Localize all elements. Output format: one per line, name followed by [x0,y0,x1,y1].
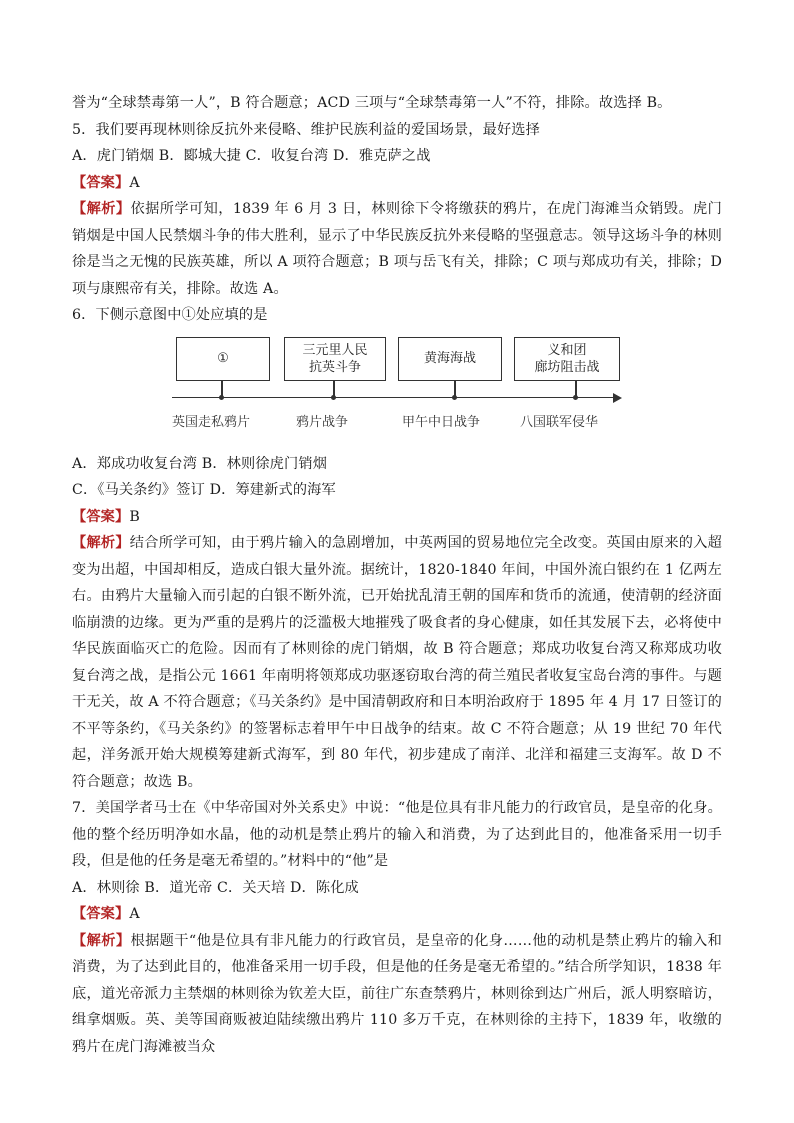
q5-analysis [72,196,722,302]
q6-answer-value: B [129,508,140,525]
document-page [72,90,722,1060]
q6-analysis-text: 结合所学可知，由于鸦片输入的急剧增加，中英两国的贸易地位完全改变。英国由原来的入超变为出超，中国却相反，造成白银大量外流。据统计，1820-1840 年间，中国外流白银约在 1 亿两左右。由鸦片大量输入而引起的白银不断外流，已开始扰乱清王朝的国库和货币的流通，使清朝的经济面临崩溃的边缘。更为严重的是鸦片的泛滥极大地摧残了吸食者的身心健康，如任其发展下去，必将使中华民族面临灭亡的危险。因而有了林则徐的虎门销烟，故 B 符合题意；郑成功收复台湾又称郑成功收复台湾之战，是指公元 1661 年南明将领郑成功驱逐窃取台湾的荷兰殖民者收复宝岛台湾的事件。与题干无关，故 A 不符合题意；《马关条约》是中国清朝政府和日本明治政府于 1895 年 4 月 17 日签订的不平等条约，《马关条约》的签署标志着甲午中日战争的结束。故 C 不符合题意；从 19 世纪 70 年代起，洋务派开始大规模筹建新式海军，到 80 年代，初步建成了南洋、北洋和福建三支海军。故 D 不符合题意；故选 B。 [72,535,722,790]
q5-analysis-text: 依据所学可知，1839 年 6 月 3 日，林则徐下令将缴获的鸦片，在虎门海滩当众销毁。虎门销烟是中国人民禁烟斗争的伟大胜利，显示了中华民族反抗外来侵略的坚强意志。领导这场斗争的林则徐是当之无愧的民族英雄，所以 A 项符合题意；B 项与岳飞有关，排除；C 项与郑成功有关，排除；D 项与康熙帝有关，排除。故选 A。 [72,201,722,297]
timeline-label: 鸦片战争 [296,414,349,430]
box-line: 三元里人民 [302,342,368,358]
q7-answer-value: A [129,906,140,922]
timeline-label: 八国联军侵华 [520,414,599,430]
answer-tag: 【答案】 [72,906,130,922]
timeline-label: 英国走私鸦片 [172,414,251,430]
timeline-box [176,337,270,381]
timeline-node [573,395,578,400]
q5-options: A．虎门销烟 B．郾城大捷 C．收复台湾 D．雅克萨之战 [72,148,431,164]
q6-options-line2: C．《马关条约》签订 D．筹建新式的海军 [72,482,336,498]
box-line: 廊坊阻击战 [534,359,600,375]
q6-answer [72,504,722,531]
timeline-node [331,395,336,400]
q7-options: A．林则徐 B．道光帝 C．关天培 D．陈化成 [72,879,359,896]
timeline-label: 甲午中日战争 [402,414,481,430]
timeline-arrow-icon [613,393,622,403]
box-line: 义和团 [547,342,587,358]
timeline-diagram [72,335,722,447]
box-line: 抗英斗争 [308,359,361,375]
analysis-tag: 【解析】 [72,535,130,551]
q7-question: 7．美国学者马士在《中华帝国对外关系史》中说：“他是位具有非凡能力的行政官员，是皇帝的化身。他的整个经历明净如水晶，他的动机是禁止鸦片的输入和消费，为了达到此目的，他准备采用一切手段，但是他的任务是毫无希望的。”材料中的“他”是 [72,800,722,869]
q7-analysis [72,928,722,1061]
timeline-box [284,337,386,381]
q5-answer-value: A [129,174,140,191]
q5-answer [72,170,722,197]
analysis-tag: 【解析】 [72,932,131,949]
timeline-node [219,395,224,400]
q6-options-line1: A．郑成功收复台湾 B．林则徐虎门销烟 [72,455,328,472]
q7-analysis-text: 根据题干“他是位具有非凡能力的行政官员，是皇帝的化身……他的动机是禁止鸦片的输入和消费，为了达到此目的，他准备采用一切手段，但是他的任务是毫无希望的。”结合所学知识，1838 年底，道光帝派力主禁烟的林则徐为钦差大臣，前往广东查禁鸦片，林则徐到达广州后，派人明察暗访，缉拿烟贩。英、美等国商贩被迫陆续缴出鸦片 110 多万千克，在林则徐的主持下，1839 年，收缴的鸦片在虎门海滩被当众 [72,932,723,1055]
answer-tag: 【答案】 [72,508,130,525]
q6-analysis [72,530,722,795]
box-line: ① [217,351,229,366]
timeline-node [452,395,457,400]
analysis-tag: 【解析】 [72,201,131,217]
timeline-box [398,337,502,381]
timeline-box [514,337,620,381]
box-line: 黄海海战 [423,351,476,366]
q7-answer [72,901,722,928]
intro-line: 誉为“全球禁毒第一人”，B 符合题意；ACD 三项与“全球禁毒第一人”不符，排除。故选择 B。 [72,95,672,111]
timeline-axis [172,397,614,399]
q5-question: 5．我们要再现林则徐反抗外来侵略、维护民族利益的爱国场景，最好选择 [72,121,540,138]
answer-tag: 【答案】 [72,174,130,191]
q6-question: 6．下侧示意图中①处应填的是 [72,307,268,323]
